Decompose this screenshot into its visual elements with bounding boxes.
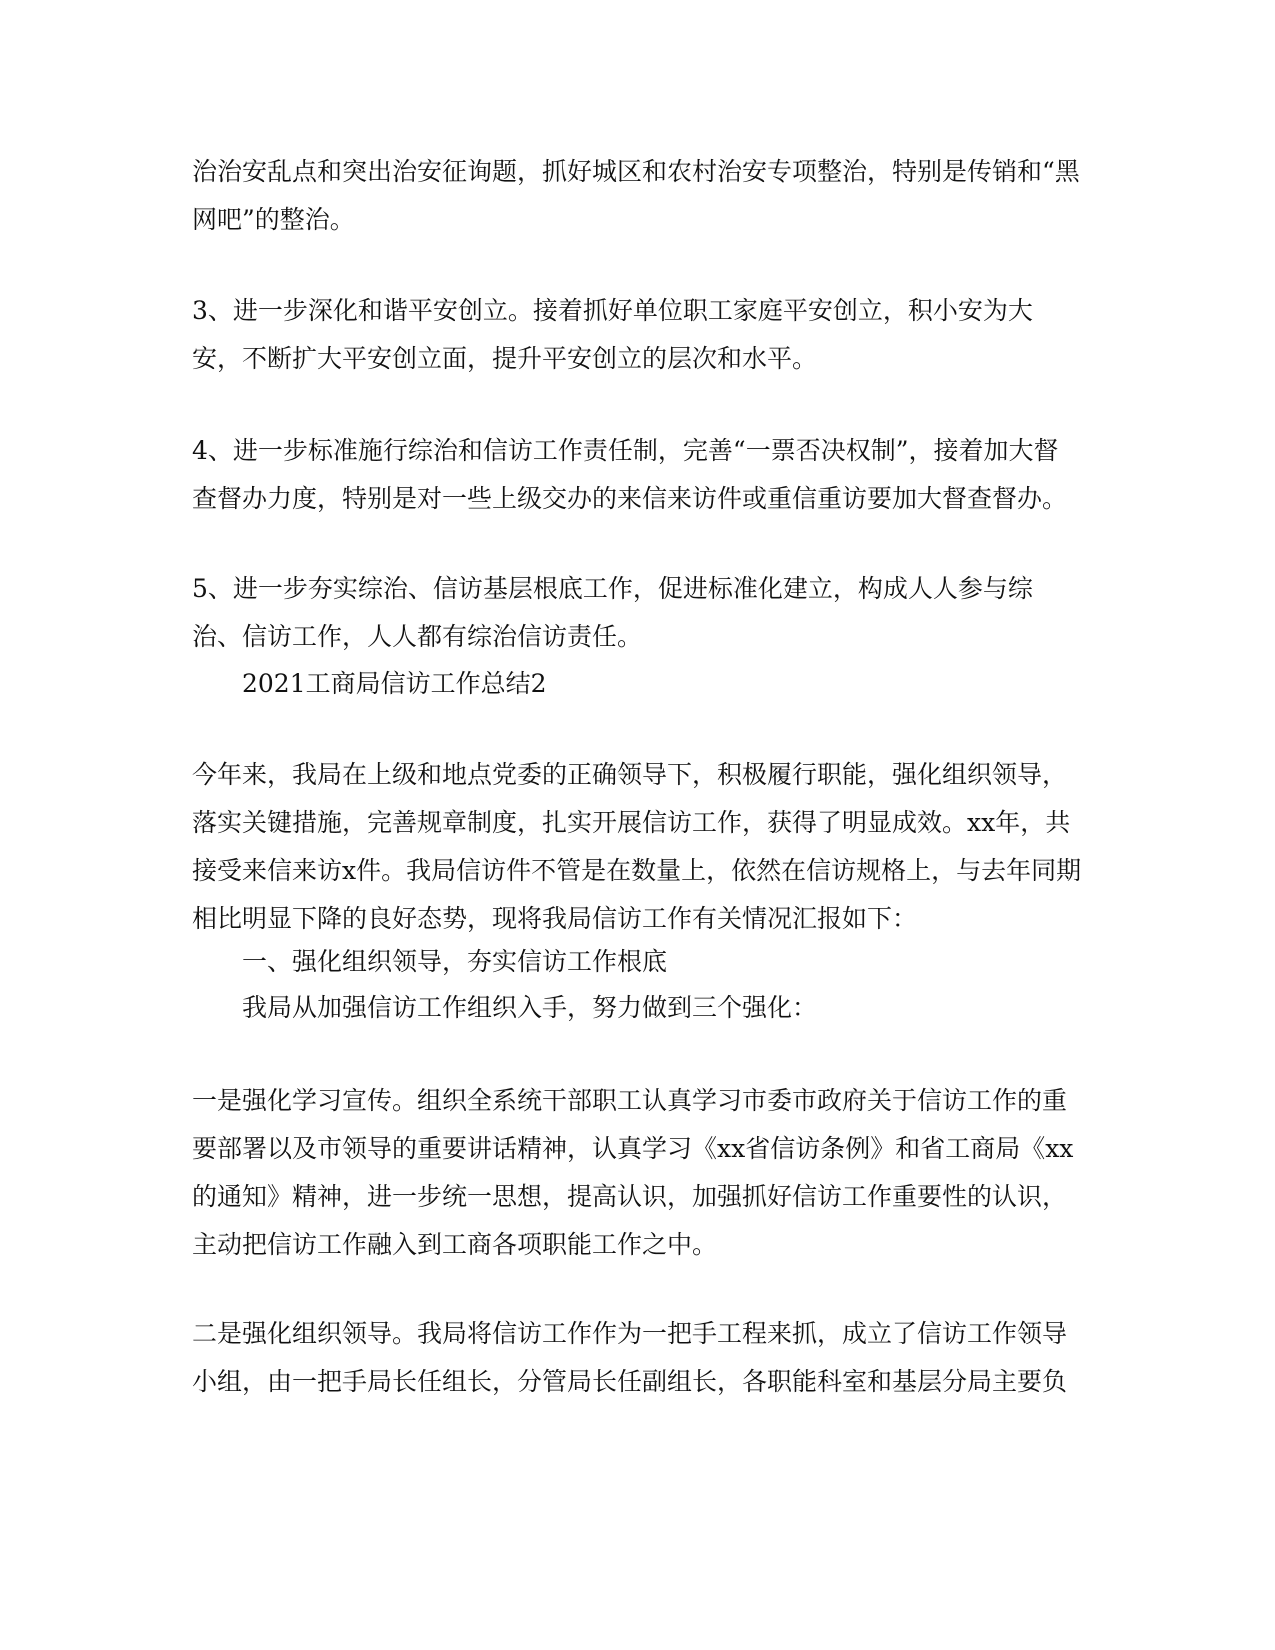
- section-title: [192, 660, 1082, 708]
- paragraph-item-3: [192, 287, 1082, 383]
- heading-text: 一、强化组织领导，夯实信访工作根底: [242, 947, 668, 976]
- paragraph-text: 今年来，我局在上级和地点党委的正确领导下，积极履行职能，强化组织领导，落实关键措施，完善规章制度，扎实开展信访工作，获得了明显成效。xx年，共接受来信来访x件。我局信访件不管是在数量上，依然在信访规格上，与去年同期相比明显下降的良好态势，现将我局信访工作有关情况汇报如下：: [192, 760, 1082, 933]
- paragraph-text: 3、进一步深化和谐平安创立。接着抓好单位职工家庭平安创立，积小安为大安，不断扩大平安创立面，提升平安创立的层次和水平。: [192, 296, 1033, 373]
- paragraph-strengthen-study: [192, 1077, 1082, 1269]
- paragraph-item-5: [192, 565, 1082, 661]
- paragraph-text: 一是强化学习宣传。组织全系统干部职工认真学习市委市政府关于信访工作的重要部署以及市领导的重要讲话精神，认真学习《xx省信访条例》和省工商局《xx的通知》精神，进一步统一思想，提高认识，加强抓好信访工作重要性的认识，主动把信访工作融入到工商各项职能工作之中。: [192, 1086, 1074, 1259]
- paragraph-text: 5、进一步夯实综治、信访基层根底工作，促进标准化建立，构成人人参与综治、信访工作，人人都有综治信访责任。: [192, 574, 1033, 651]
- paragraph-text: 治治安乱点和突出治安征询题，抓好城区和农村治安专项整治，特别是传销和“黑网吧”的整治。: [192, 157, 1080, 234]
- paragraph-text: 4、进一步标准施行综治和信访工作责任制，完善“一票否决权制”，接着加大督查督办力度，特别是对一些上级交办的来信来访件或重信重访要加大督查督办。: [192, 436, 1068, 513]
- paragraph-text: 我局从加强信访工作组织入手，努力做到三个强化：: [242, 993, 818, 1022]
- paragraph-public-order-rectification: [192, 148, 1082, 244]
- paragraph-strengthen-leadership: [192, 1310, 1082, 1406]
- section-title-text: 2021工商局信访工作总结2: [242, 669, 547, 698]
- paragraph-three-strengthen: [192, 984, 1082, 1032]
- paragraph-item-4: [192, 427, 1082, 523]
- heading-strengthen-organization: [192, 938, 1082, 986]
- paragraph-intro: [192, 751, 1082, 943]
- paragraph-text: 二是强化组织领导。我局将信访工作作为一把手工程来抓，成立了信访工作领导小组，由一把手局长任组长，分管局长任副组长，各职能科室和基层分局主要负: [192, 1319, 1068, 1396]
